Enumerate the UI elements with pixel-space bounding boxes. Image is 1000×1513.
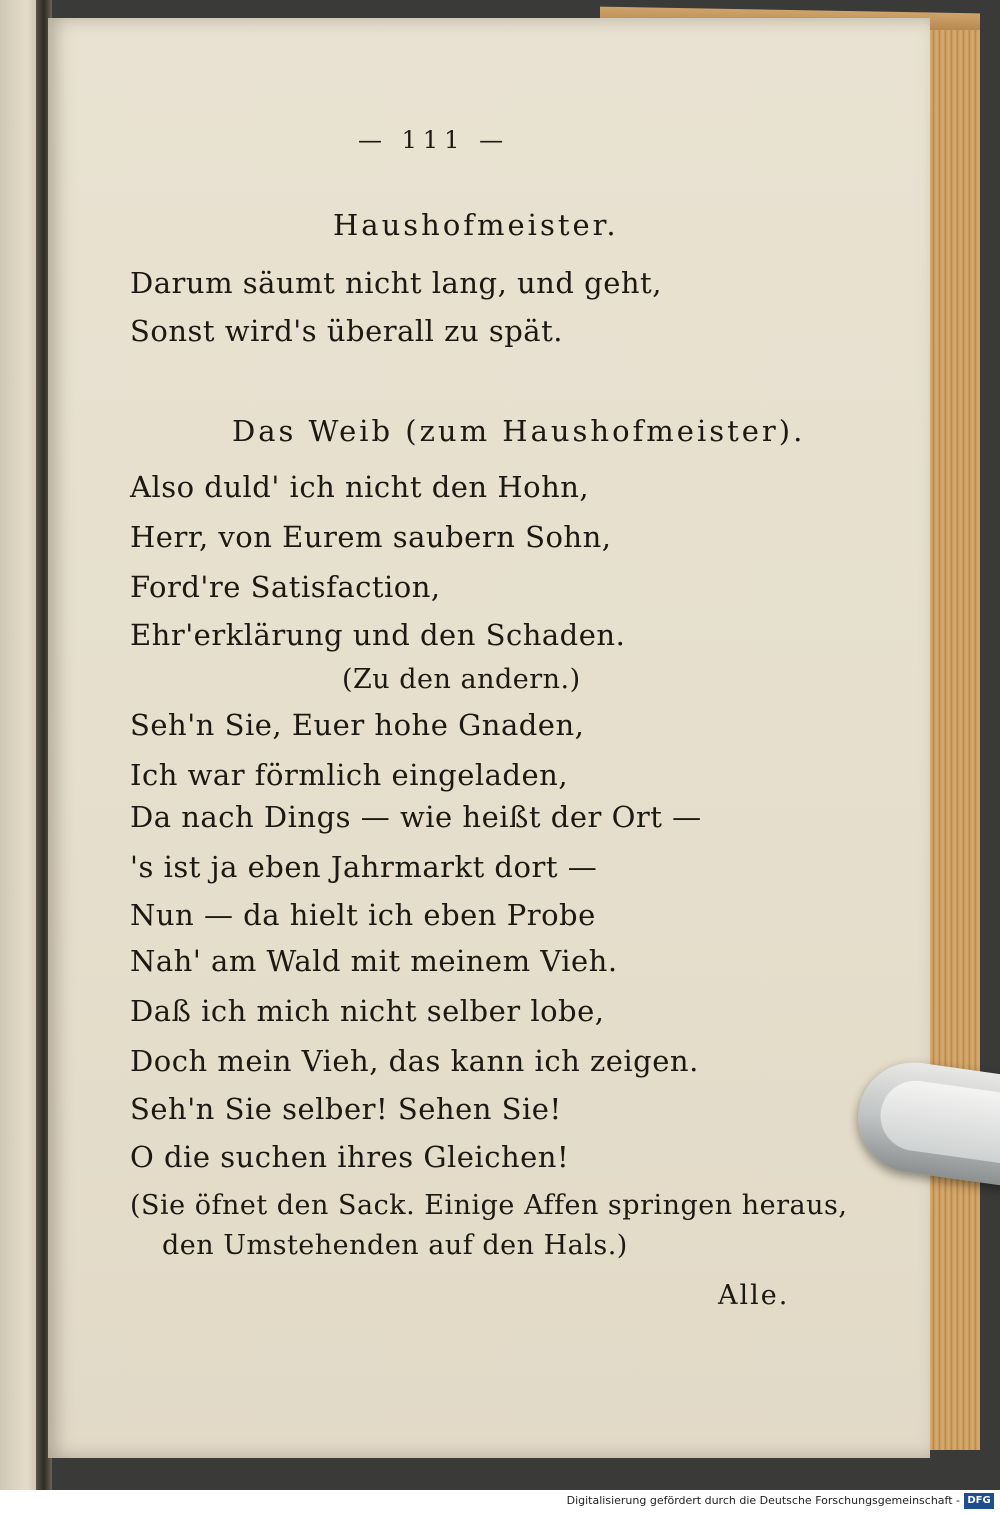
verse-line: Seh'n Sie selber! Sehen Sie! [130, 1092, 562, 1126]
verse-line: Nah' am Wald mit meinem Vieh. [130, 944, 618, 978]
page-text [48, 18, 930, 1458]
verse-line: 's ist ja eben Jahrmarkt dort — [130, 850, 598, 884]
catchword: Alle. [718, 1280, 790, 1311]
digitization-footer [0, 1490, 1000, 1513]
verse-line: Seh'n Sie, Euer hohe Gnaden, [130, 708, 585, 742]
verse-line: Da nach Dings — wie heißt der Ort — [130, 800, 702, 834]
stage-direction: (Zu den andern.) [342, 664, 581, 695]
verse-line: Ford're Satisfaction, [130, 570, 441, 604]
verse-line: Herr, von Eurem saubern Sohn, [130, 520, 612, 554]
speaker-heading: Haushofmeister. [333, 208, 619, 242]
funding-credit: Digitalisierung gefördert durch die Deutsche Forschungsgemeinschaft - [566, 1494, 960, 1507]
verse-line: Doch mein Vieh, das kann ich zeigen. [130, 1044, 699, 1078]
verse-line: Darum säumt nicht lang, und geht, [130, 266, 662, 300]
verse-line: O die suchen ihres Gleichen! [130, 1140, 570, 1174]
verse-line: Nun — da hielt ich eben Probe [130, 898, 596, 932]
verse-line: Sonst wird's überall zu spät. [130, 314, 563, 348]
book-page [48, 18, 930, 1458]
stage-direction: den Umstehenden auf den Hals.) [162, 1230, 628, 1261]
page-holder-clip-highlight [876, 1076, 1000, 1165]
speaker-heading: Das Weib (zum Haushofmeister). [232, 414, 806, 448]
verse-line: Also duld' ich nicht den Hohn, [130, 470, 590, 504]
page-edge-right [928, 30, 980, 1450]
stage-direction: (Sie öfnet den Sack. Einige Affen springen heraus, [130, 1190, 848, 1221]
verse-line: Ich war förmlich eingeladen, [130, 758, 569, 792]
page-number: — 111 — [358, 126, 510, 154]
verse-line: Daß ich mich nicht selber lobe, [130, 994, 605, 1028]
dfg-logo-icon: DFG [964, 1493, 994, 1509]
verse-line: Ehr'erklärung und den Schaden. [130, 618, 626, 652]
